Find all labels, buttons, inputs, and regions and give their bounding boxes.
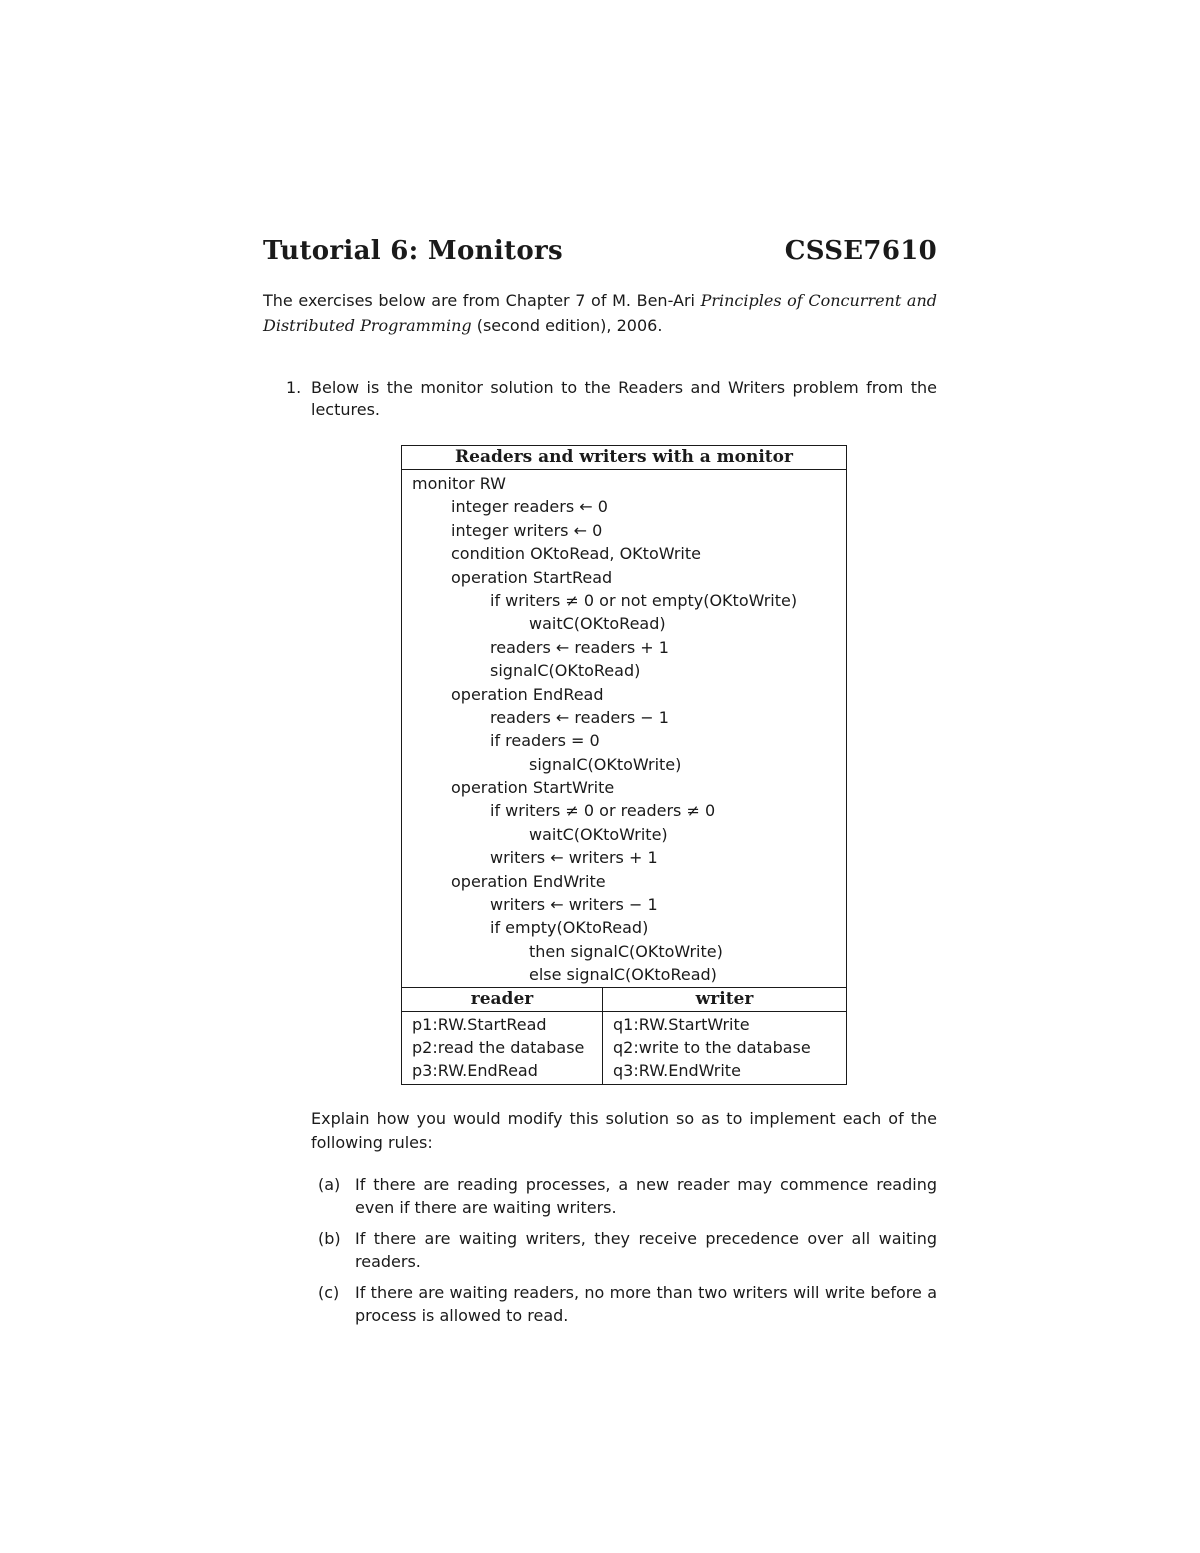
process-table — [402, 988, 846, 1084]
code-line: operation EndRead — [451, 684, 604, 704]
code-line: readers ← readers − 1 — [490, 707, 669, 727]
reader-line: p1:RW.StartRead — [412, 1014, 547, 1034]
reader-line: p3:RW.EndRead — [412, 1061, 538, 1081]
rule-text: If there are reading processes, a new reader may commence reading even if there are waiting writers. — [355, 1174, 937, 1217]
reader-column — [402, 988, 603, 1084]
code-line: if writers ≠ 0 or not empty(OKtoWrite) — [490, 590, 798, 610]
code-line: operation StartRead — [451, 567, 613, 587]
writer-lines — [603, 1012, 846, 1084]
page-title: Tutorial 6: Monitors — [263, 236, 563, 266]
code-line: if readers = 0 — [490, 731, 600, 751]
code-line: else signalC(OKtoRead) — [529, 965, 717, 985]
code-line: signalC(OKtoWrite) — [529, 754, 682, 774]
code-line: monitor RW — [412, 474, 506, 493]
code-line: if empty(OKtoRead) — [490, 918, 649, 938]
code-line: operation EndWrite — [451, 871, 606, 891]
reader-lines — [402, 1012, 602, 1084]
reader-line: p2:read the database — [412, 1037, 585, 1057]
algorithm-code — [402, 470, 846, 988]
code-line: signalC(OKtoRead) — [490, 661, 641, 681]
question-text: Below is the monitor solution to the Readers and Writers problem from the lectures. — [311, 378, 937, 419]
intro-paragraph — [263, 288, 937, 338]
document-page — [263, 236, 937, 1335]
writer-column — [603, 988, 846, 1084]
explain-paragraph: Explain how you would modify this solution so as to implement each of the following rules: — [311, 1108, 937, 1152]
question-1 — [263, 377, 937, 421]
rule-mark: (b) — [318, 1228, 341, 1248]
question-number: 1. — [286, 378, 302, 397]
code-line: writers ← writers − 1 — [490, 895, 658, 915]
intro-text-before: The exercises below are from Chapter 7 of M. Ben-Ari — [263, 291, 701, 310]
writer-heading: writer — [603, 988, 846, 1012]
intro-text-after: (second edition), 2006. — [471, 316, 663, 335]
code-line: if writers ≠ 0 or readers ≠ 0 — [490, 801, 716, 821]
code-line: writers ← writers + 1 — [490, 848, 658, 868]
rule-item — [311, 1227, 937, 1273]
rule-text: If there are waiting writers, they receive precedence over all waiting readers. — [355, 1228, 937, 1271]
code-line: readers ← readers + 1 — [490, 637, 669, 657]
code-line: operation StartWrite — [451, 778, 615, 798]
course-code: CSSE7610 — [784, 236, 937, 266]
algorithm-box — [401, 445, 847, 1085]
code-line: integer writers ← 0 — [451, 520, 603, 540]
rule-item — [311, 1173, 937, 1219]
reader-heading: reader — [402, 988, 602, 1012]
code-line: integer readers ← 0 — [451, 497, 608, 517]
algorithm-caption: Readers and writers with a monitor — [402, 446, 846, 470]
rule-text: If there are waiting readers, no more than two writers will write before a process is allowed to read. — [355, 1282, 937, 1325]
book-title: Principles of Concurrent and Distributed Programming — [263, 291, 937, 335]
rule-mark: (a) — [318, 1174, 341, 1194]
rule-mark: (c) — [318, 1282, 340, 1302]
code-line: waitC(OKtoRead) — [529, 614, 666, 634]
code-line: waitC(OKtoWrite) — [529, 824, 668, 844]
rule-item — [311, 1281, 937, 1327]
writer-line: q3:RW.EndWrite — [613, 1061, 741, 1081]
code-line: condition OKtoRead, OKtoWrite — [451, 544, 701, 564]
writer-line: q1:RW.StartWrite — [613, 1014, 750, 1034]
title-row — [263, 236, 937, 276]
writer-line: q2:write to the database — [613, 1037, 811, 1057]
rules-list — [311, 1173, 937, 1327]
code-line: then signalC(OKtoWrite) — [529, 941, 723, 961]
